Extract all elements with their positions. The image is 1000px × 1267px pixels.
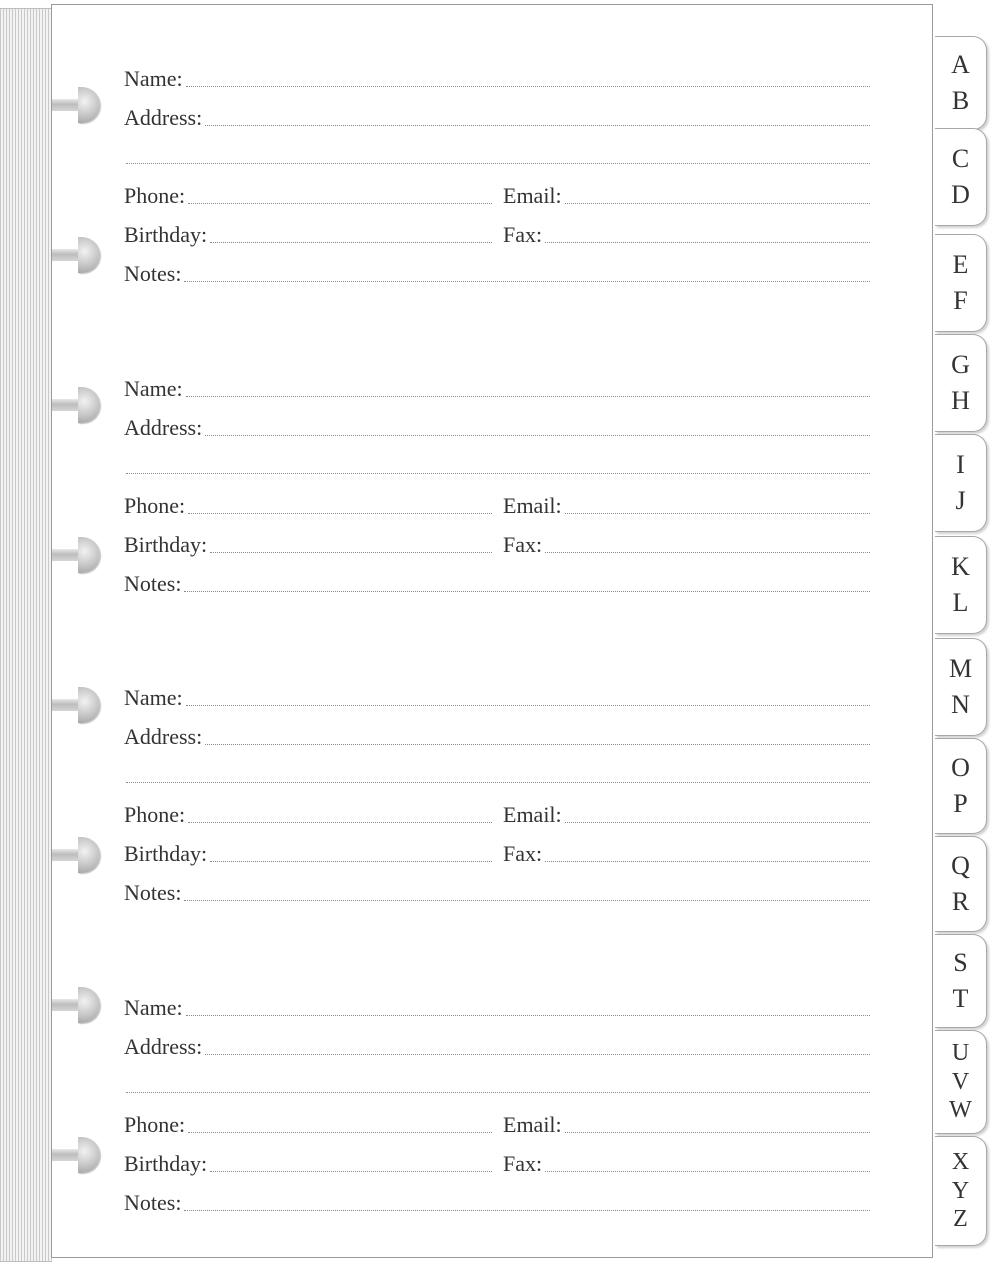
name-line[interactable] [186, 396, 870, 397]
notes-label: Notes: [124, 1190, 182, 1215]
email-field[interactable] [503, 489, 870, 519]
phone-field[interactable] [124, 179, 492, 209]
phone-line[interactable] [188, 1132, 492, 1133]
email-line[interactable] [565, 203, 870, 204]
phone-label: Phone: [124, 493, 186, 518]
fax-field[interactable] [503, 218, 870, 248]
fax-label: Fax: [503, 1151, 543, 1176]
tab-letter: Y [951, 1177, 970, 1204]
phone-field[interactable] [124, 798, 492, 828]
tab-kl[interactable] [935, 536, 987, 634]
address-line[interactable] [205, 744, 870, 745]
email-label: Email: [503, 802, 562, 827]
name-label: Name: [124, 685, 183, 710]
address-line-2[interactable] [126, 1092, 870, 1093]
notes-line[interactable] [184, 900, 870, 901]
address-line[interactable] [205, 435, 870, 436]
tab-letter: O [951, 752, 970, 782]
tab-letter: E [952, 249, 969, 279]
tab-qr[interactable] [935, 836, 987, 932]
birthday-line[interactable] [210, 552, 492, 553]
tab-letter: C [951, 143, 970, 173]
phone-line[interactable] [188, 203, 492, 204]
birthday-field[interactable] [124, 837, 492, 867]
notes-line[interactable] [184, 591, 870, 592]
name-label: Name: [124, 995, 183, 1020]
tab-letter: D [951, 180, 970, 209]
fax-line[interactable] [545, 861, 870, 862]
address-line[interactable] [205, 125, 870, 126]
birthday-line[interactable] [210, 242, 492, 243]
tab-letter: S [953, 947, 968, 977]
tab-letter: W [949, 1097, 972, 1124]
birthday-line[interactable] [210, 861, 492, 862]
address-label: Address: [124, 105, 203, 130]
address-line-2[interactable] [126, 473, 870, 474]
birthday-label: Birthday: [124, 1151, 208, 1176]
notes-field[interactable] [124, 257, 870, 287]
name-field[interactable] [124, 62, 870, 92]
birthday-field[interactable] [124, 528, 492, 558]
phone-label: Phone: [124, 183, 186, 208]
phone-label: Phone: [124, 1112, 186, 1137]
fax-line[interactable] [545, 242, 870, 243]
binder-ring-icon [52, 87, 100, 123]
birthday-label: Birthday: [124, 532, 208, 557]
tab-ef[interactable] [935, 234, 987, 332]
address-label: Address: [124, 724, 203, 749]
tab-letter: T [952, 984, 969, 1013]
fax-field[interactable] [503, 837, 870, 867]
notes-field[interactable] [124, 876, 870, 906]
tab-letter: N [951, 690, 970, 719]
address-line-2[interactable] [126, 782, 870, 783]
fax-line[interactable] [545, 552, 870, 553]
tab-letter: X [951, 1148, 970, 1175]
phone-field[interactable] [124, 489, 492, 519]
alphabet-tabs [933, 0, 1000, 1267]
tab-letter: J [955, 486, 966, 515]
fax-field[interactable] [503, 1147, 870, 1177]
tab-op[interactable] [935, 738, 987, 834]
tab-letter: L [952, 588, 969, 617]
birthday-field[interactable] [124, 218, 492, 248]
email-field[interactable] [503, 798, 870, 828]
tab-uvw[interactable] [935, 1030, 987, 1134]
name-field[interactable] [124, 991, 870, 1021]
address-field[interactable] [124, 411, 870, 441]
name-line[interactable] [186, 1015, 870, 1016]
page-stack-edges [0, 8, 52, 1262]
tab-letter: Z [953, 1206, 968, 1233]
notes-field[interactable] [124, 1186, 870, 1216]
email-label: Email: [503, 1112, 562, 1137]
address-line-2[interactable] [126, 163, 870, 164]
tab-letter: V [951, 1068, 970, 1095]
binder-ring-icon [52, 387, 100, 423]
tab-letter: M [948, 653, 973, 683]
fax-label: Fax: [503, 222, 543, 247]
tab-letter: I [956, 449, 965, 479]
tab-letter: P [953, 789, 968, 818]
tab-mn[interactable] [935, 638, 987, 736]
name-label: Name: [124, 66, 183, 91]
phone-field[interactable] [124, 1108, 492, 1138]
notes-label: Notes: [124, 261, 182, 286]
tab-letter: H [951, 386, 970, 415]
name-line[interactable] [186, 705, 870, 706]
binder-ring-icon [52, 237, 100, 273]
address-field[interactable] [124, 720, 870, 750]
notes-line[interactable] [184, 1210, 870, 1211]
tab-letter: F [953, 286, 968, 315]
tab-gh[interactable] [935, 334, 987, 432]
tab-cd[interactable] [935, 128, 987, 226]
notes-line[interactable] [184, 281, 870, 282]
notes-label: Notes: [124, 571, 182, 596]
birthday-label: Birthday: [124, 841, 208, 866]
fax-label: Fax: [503, 841, 543, 866]
binder-ring-icon [52, 1137, 100, 1173]
binder-ring-icon [52, 537, 100, 573]
tab-st[interactable] [935, 934, 987, 1028]
email-field[interactable] [503, 179, 870, 209]
name-label: Name: [124, 376, 183, 401]
tab-letter: Q [951, 850, 970, 880]
address-field[interactable] [124, 101, 870, 131]
fax-label: Fax: [503, 532, 543, 557]
name-field[interactable] [124, 372, 870, 402]
email-line[interactable] [565, 1132, 870, 1133]
address-field[interactable] [124, 1030, 870, 1060]
email-label: Email: [503, 493, 562, 518]
birthday-line[interactable] [210, 1171, 492, 1172]
email-line[interactable] [565, 513, 870, 514]
email-field[interactable] [503, 1108, 870, 1138]
tab-xyz[interactable] [935, 1136, 987, 1246]
phone-label: Phone: [124, 802, 186, 827]
tab-letter: G [951, 349, 970, 379]
address-label: Address: [124, 1034, 203, 1059]
phone-line[interactable] [188, 513, 492, 514]
phone-line[interactable] [188, 822, 492, 823]
tab-ij[interactable] [935, 434, 987, 532]
tab-letter: K [951, 551, 970, 581]
birthday-field[interactable] [124, 1147, 492, 1177]
fax-line[interactable] [545, 1171, 870, 1172]
tab-letter: B [951, 86, 970, 115]
notes-label: Notes: [124, 880, 182, 905]
tab-letter: U [951, 1039, 970, 1066]
tab-letter: R [951, 887, 970, 916]
birthday-label: Birthday: [124, 222, 208, 247]
name-line[interactable] [186, 86, 870, 87]
fax-field[interactable] [503, 528, 870, 558]
binder-ring-icon [52, 837, 100, 873]
address-label: Address: [124, 415, 203, 440]
notes-field[interactable] [124, 567, 870, 597]
tab-ab[interactable] [935, 36, 987, 130]
binder-ring-icon [52, 987, 100, 1023]
email-label: Email: [503, 183, 562, 208]
address-line[interactable] [205, 1054, 870, 1055]
binder-ring-icon [52, 687, 100, 723]
tab-letter: A [951, 49, 970, 79]
name-field[interactable] [124, 681, 870, 711]
email-line[interactable] [565, 822, 870, 823]
